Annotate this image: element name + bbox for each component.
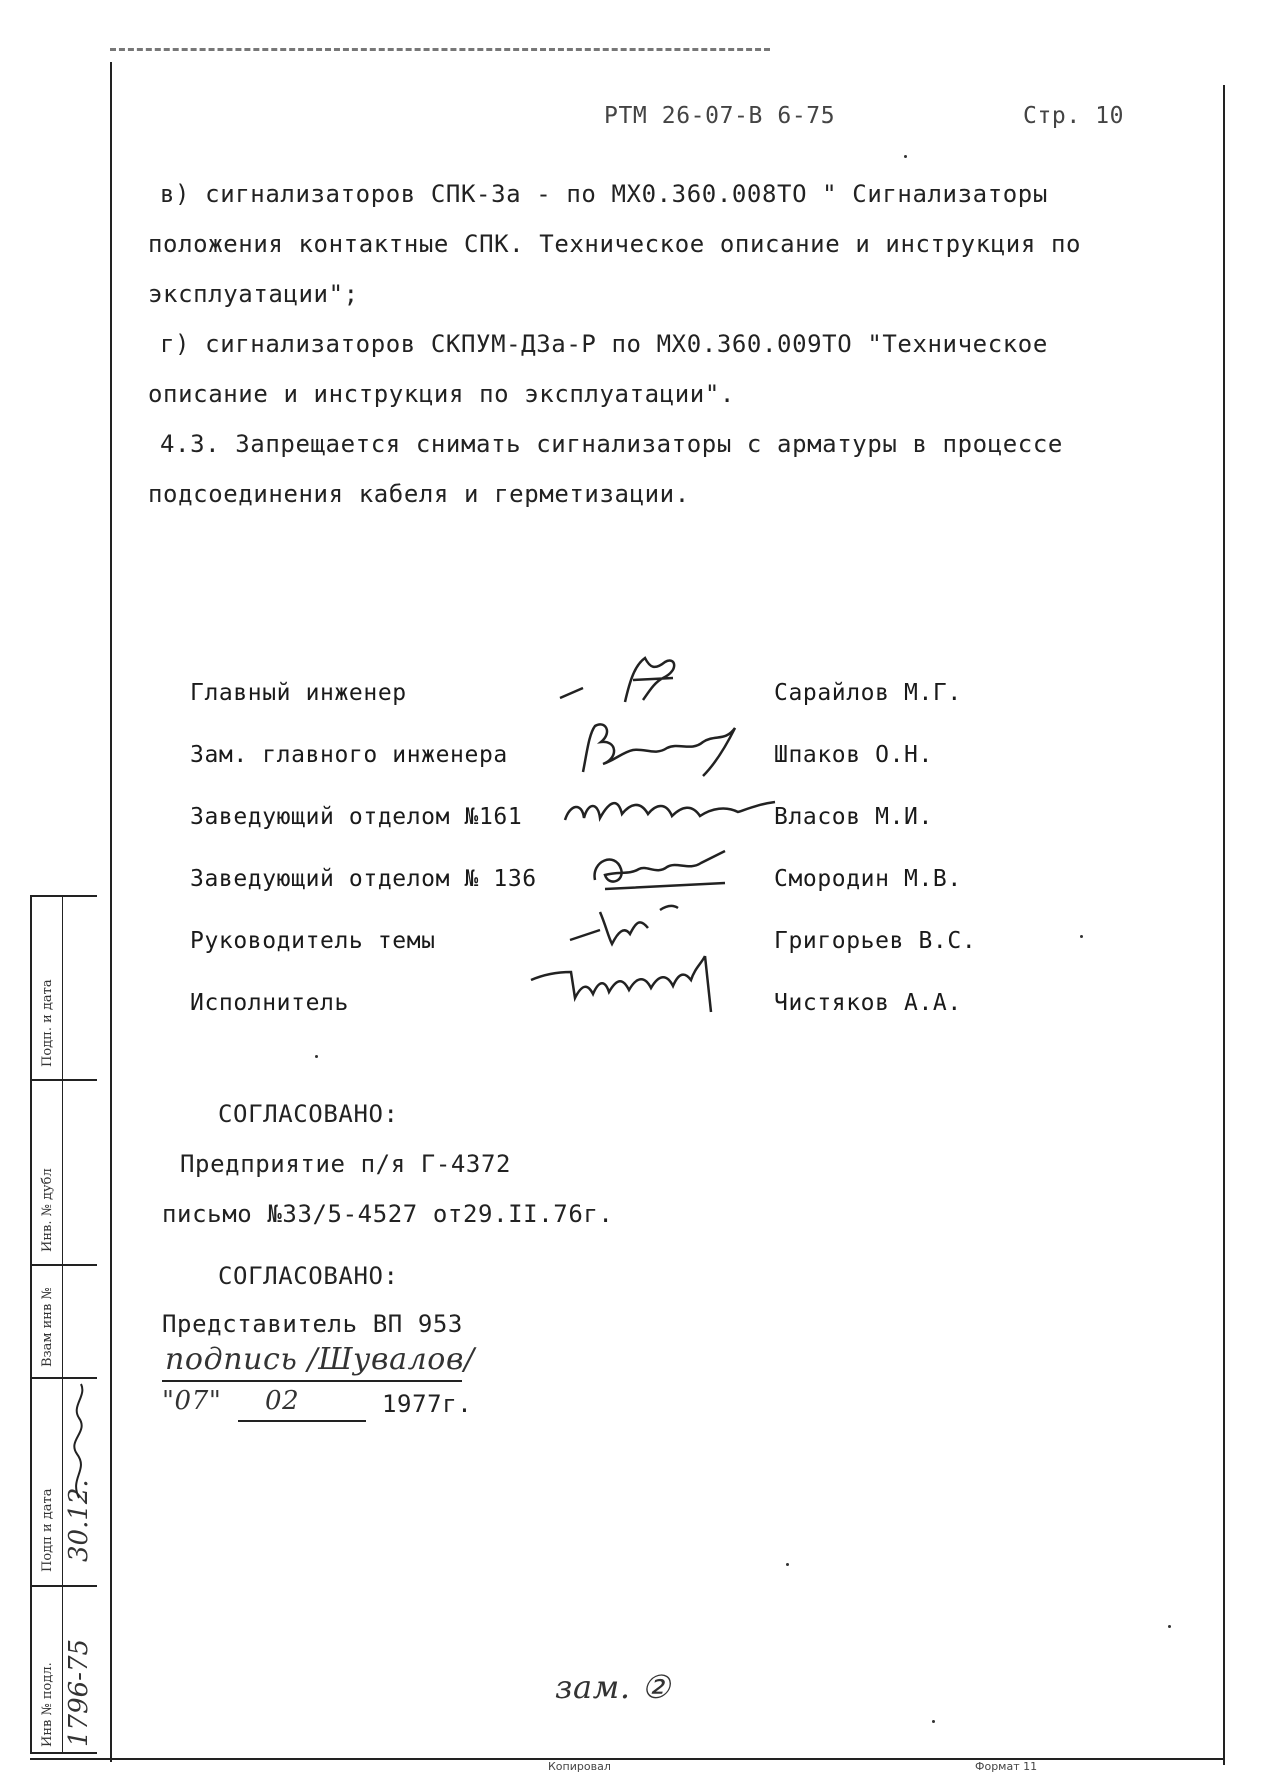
body-line: эксплуатации"; <box>148 280 359 308</box>
body-line: в) сигнализаторов СПК-3а - по МХ0.360.008ТО " Сигнализаторы <box>160 180 1048 208</box>
body-line: описание и инструкция по эксплуатации". <box>148 380 735 408</box>
frame-right-border <box>1223 85 1225 1765</box>
signatory-role: Зам. главного инженера <box>190 742 508 768</box>
stamp-signature <box>63 1378 95 1508</box>
signature-underline <box>162 1380 462 1382</box>
scan-speck <box>904 155 907 158</box>
signatory-role: Заведующий отделом № 136 <box>190 866 537 892</box>
stamp-label: Подп и дата <box>40 1488 55 1572</box>
top-dashed-line <box>110 48 770 51</box>
frame-bottom-border <box>30 1758 1223 1760</box>
stamp-handwritten-inv: 1796-75 <box>64 1638 94 1747</box>
stamp-label: Взам инв № <box>40 1287 55 1367</box>
signatory-role: Главный инженер <box>190 680 407 706</box>
signatory-name: Чистяков А.А. <box>774 990 962 1016</box>
signatory-role: Исполнитель <box>190 990 349 1016</box>
signatory-role: Руководитель темы <box>190 928 436 954</box>
frame-left-border <box>110 62 112 1762</box>
date-underline <box>238 1420 366 1422</box>
approval-signature-line: подпись /Шувалов/ <box>165 1342 475 1377</box>
body-line: 4.3. Запрещается снимать сигнализаторы с арматуры в процессе <box>160 430 1063 458</box>
stamp-handwritten-date: 30.12. <box>64 1479 94 1562</box>
signatory-name: Смородин М.В. <box>774 866 962 892</box>
signature-performer <box>525 950 745 1020</box>
signature-theme-lead <box>560 900 740 950</box>
body-line: подсоединения кабеля и герметизации. <box>148 480 690 508</box>
body-line: г) сигнализаторов СКПУМ-Д3а-Р по МХ0.360.009ТО "Техническое <box>160 330 1048 358</box>
stamp-column <box>30 895 97 1754</box>
signature-dept-161 <box>560 790 780 830</box>
signatory-name: Шпаков О.Н. <box>774 742 933 768</box>
signature-deputy-chief <box>575 712 775 782</box>
signatory-role: Заведующий отделом №161 <box>190 804 523 830</box>
stamp-label: Инв. № дубл <box>40 1168 55 1252</box>
approval-representative: Представитель ВП 953 <box>162 1310 463 1338</box>
footer-copied: Копировал <box>548 1760 611 1773</box>
scan-speck <box>1168 1625 1171 1628</box>
stamp-label: Инв № подл. <box>40 1662 55 1747</box>
approval-date-year: 1977г. <box>382 1390 473 1418</box>
stamp-label: Подп. и дата <box>40 979 55 1067</box>
change-note: зам. ② <box>555 1668 671 1706</box>
signature-dept-136 <box>585 845 745 895</box>
document-code: РТМ 26-07-В 6-75 <box>604 103 836 129</box>
footer-format: Формат 11 <box>975 1760 1038 1773</box>
signature-chief-engineer <box>555 650 755 710</box>
scan-speck <box>315 1055 318 1058</box>
scan-speck <box>932 1720 935 1723</box>
signatory-name: Григорьев В.С. <box>774 928 977 954</box>
approval-date-month: 02 <box>265 1386 300 1416</box>
approval-enterprise: Предприятие п/я Г-4372 <box>180 1150 512 1178</box>
approval-heading: СОГЛАСОВАНО: <box>218 1100 399 1128</box>
approval-letter: письмо №33/5-4527 от29.II.76г. <box>162 1200 614 1228</box>
approval-date-day: "07" <box>162 1386 222 1416</box>
scan-speck <box>1080 935 1083 938</box>
body-line: положения контактные СПК. Техническое описание и инструкция по <box>148 230 1082 258</box>
approval-heading: СОГЛАСОВАНО: <box>218 1262 399 1290</box>
signatory-name: Власов М.И. <box>774 804 933 830</box>
scan-speck <box>786 1563 789 1566</box>
signatory-name: Сарайлов М.Г. <box>774 680 962 706</box>
page-number: Стр. 10 <box>1023 103 1125 129</box>
